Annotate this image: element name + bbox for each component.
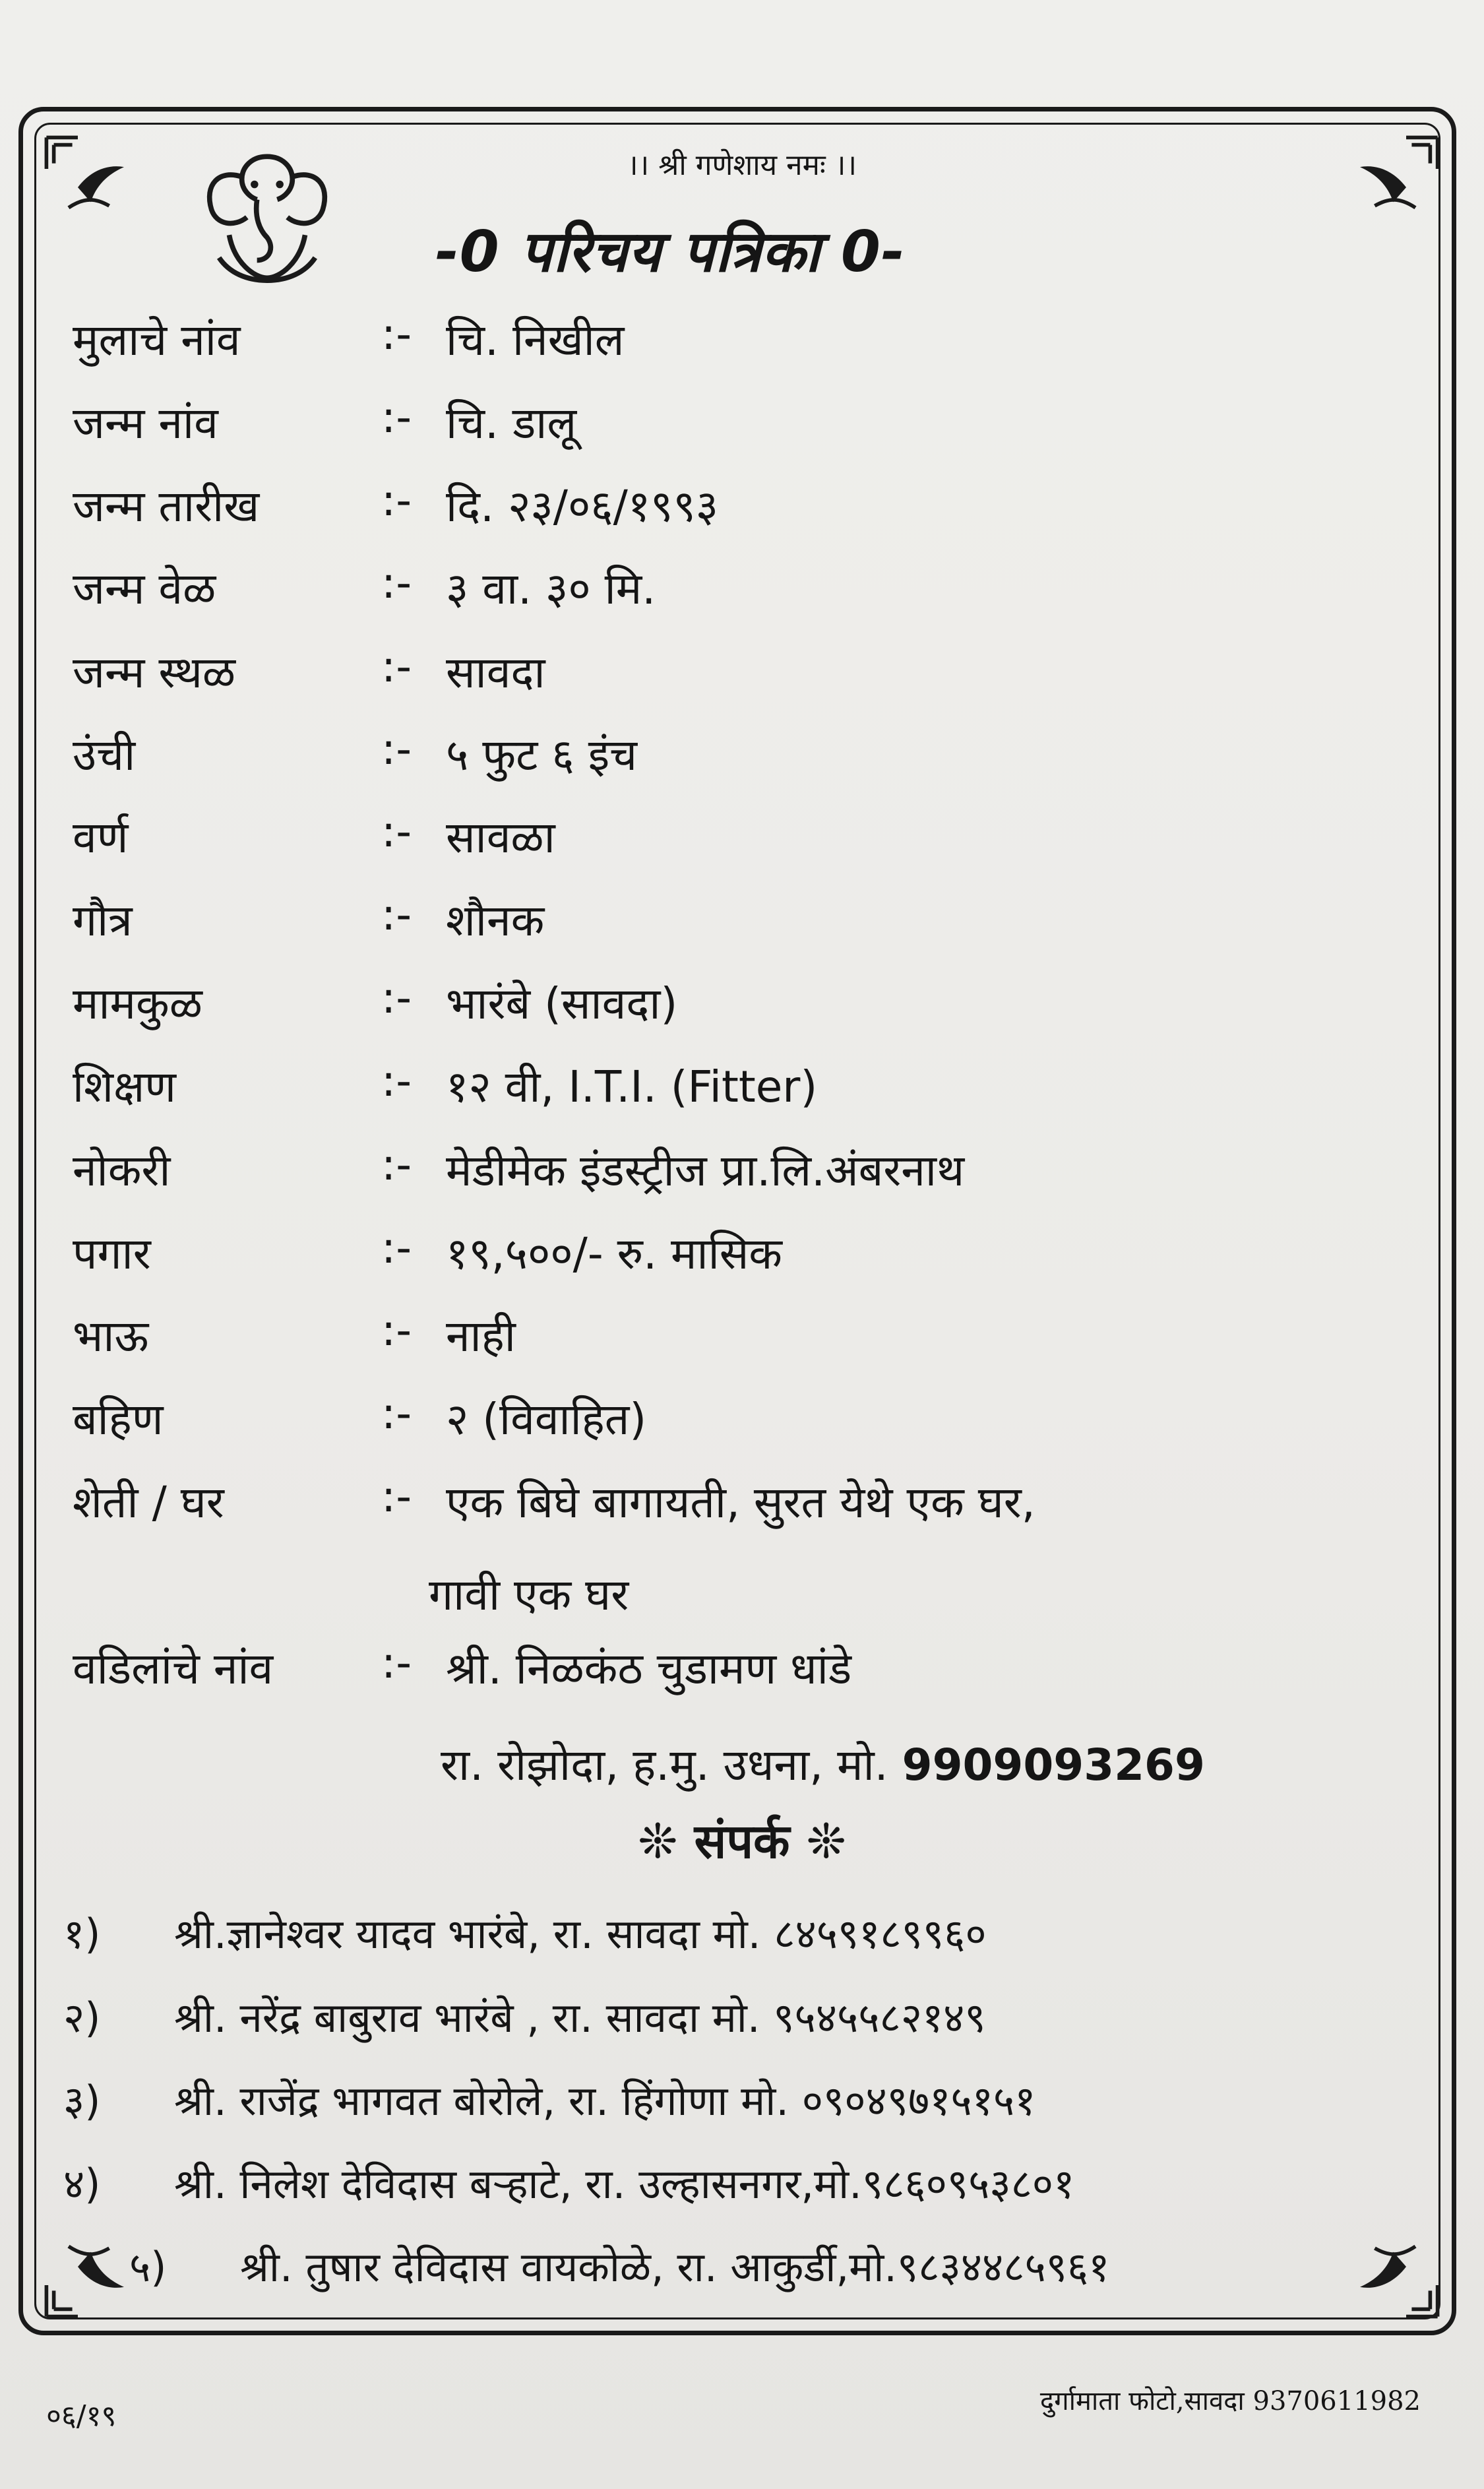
field-colon: :- [381,557,412,608]
contact-text: श्री. नरेंद्र बाबुराव भारंबे , रा. सावदा मो. ९५४५५८२१४९ [174,1994,986,2042]
field-label: बहिण [73,1394,164,1445]
field-label: वडिलांचे नांव [73,1643,274,1694]
field-label: नोकरी [73,1145,171,1196]
field-value: मेडीमेक इंडस्ट्रीज प्रा.लि.अंबरनाथ [446,1145,965,1196]
detail-row [0,1139,1484,1212]
detail-row [0,1637,1484,1710]
field-label: भाऊ [73,1311,149,1362]
detail-row [0,806,1484,879]
contact-item [129,2238,1109,2294]
field-colon: :- [381,806,412,857]
field-label: जन्म तारीख [73,481,260,532]
field-colon: :- [381,972,412,1023]
field-colon: :- [381,1471,412,1522]
field-colon: :- [381,309,412,360]
contact-number: ५) [129,2243,167,2291]
property-line-2: गावी एक घर [429,1569,629,1620]
floral-corner-icon [1351,2230,1443,2322]
field-colon: :- [381,1139,412,1190]
field-value: श्री. निळकंठ चुडामण धांडे [446,1643,852,1694]
studio-credit: दुर्गामाता फोटो,सावदा 9370611982 [1039,2386,1421,2416]
detail-row [0,889,1484,962]
field-label: गौत्र [73,895,133,946]
contact-item [63,2072,1036,2127]
father-address [441,1734,1205,1793]
contact-text: श्री. तुषार देविदास वायकोळे, रा. आकुर्डी,मो.९८३४४८५९६१ [240,2243,1110,2291]
field-label: जन्म नांव [73,398,218,449]
contact-text: श्री.ज्ञानेश्वर यादव भारंबे, रा. सावदा मो. ८४५९१८९९६० [174,1910,987,1958]
field-colon: :- [381,641,412,692]
contact-heading: ❊ संपर्क ❊ [638,1813,846,1869]
field-value: एक बिघे बागायती, सुरत येथे एक घर, [446,1477,1036,1528]
detail-row [0,392,1484,464]
contact-number: ३) [63,2077,101,2125]
field-label: मामकुळ [73,978,202,1029]
field-colon: :- [381,1637,412,1688]
detail-row [0,724,1484,796]
invocation-text: ।। श्री गणेशाय नमः ।। [627,148,857,182]
field-colon: :- [381,1222,412,1273]
father-phone: 9909093269 [902,1740,1205,1790]
field-label: पगार [73,1228,151,1279]
field-value: सावदा [446,647,545,698]
field-value: दि. २३/०६/१९९३ [446,481,719,532]
field-label: वर्ण [73,812,129,863]
field-value: चि. निखील [446,315,625,365]
field-value: चि. डालू [446,398,577,449]
document-title: -0 परिचय पत्रिका 0- [435,219,906,285]
field-colon: :- [381,724,412,774]
field-value: १९,५००/- रु. मासिक [446,1228,782,1279]
detail-row [0,1305,1484,1377]
field-colon: :- [381,1388,412,1439]
detail-row [0,557,1484,630]
contact-number: ४) [63,2160,101,2208]
detail-row [0,1388,1484,1461]
field-value: ५ फुट ६ इंच [446,730,638,780]
detail-row [0,1471,1484,1544]
ganesh-icon [191,146,343,285]
contact-number: २) [63,1994,101,2042]
contact-text: श्री. राजेंद्र भागवत बोरोले, रा. हिंगोणा मो. ०९०४९७१५१५१ [174,2077,1036,2125]
field-value: ३ वा. ३० मि. [446,563,656,614]
field-value: भारंबे (सावदा) [446,978,678,1029]
field-label: उंची [73,730,136,780]
field-colon: :- [381,475,412,526]
field-value: शौनक [446,895,545,946]
detail-row [0,1055,1484,1128]
footer-code: ०६/१९ [46,2399,117,2433]
field-colon: :- [381,1305,412,1356]
detail-row [0,641,1484,714]
field-value: २ (विवाहित) [446,1394,647,1445]
field-value: १२ वी, I.T.I. (Fitter) [446,1061,818,1112]
field-label: जन्म स्थळ [73,647,236,698]
field-label: मुलाचे नांव [73,315,241,365]
detail-row [0,475,1484,548]
detail-row [0,309,1484,381]
field-label: शेती / घर [73,1477,224,1528]
field-colon: :- [381,889,412,940]
contact-number: १) [63,1910,101,1958]
father-address-prefix: रा. रोझोदा, ह.मु. उधना, मो. [441,1740,888,1790]
field-value: सावळा [446,812,555,863]
detail-row [0,1222,1484,1295]
field-label: जन्म वेळ [73,563,216,614]
field-colon: :- [381,392,412,443]
field-value: नाही [446,1311,516,1362]
contact-item [63,1989,986,2044]
field-colon: :- [381,1055,412,1106]
detail-row [0,972,1484,1045]
contact-text: श्री. निलेश देविदास बऱ्हाटे, रा. उल्हासनगर,मो.९८६०९५३८०१ [174,2160,1075,2208]
contact-item [63,1905,987,1961]
floral-corner-icon [41,2230,133,2322]
field-label: शिक्षण [73,1061,177,1112]
contact-item [63,2155,1074,2211]
